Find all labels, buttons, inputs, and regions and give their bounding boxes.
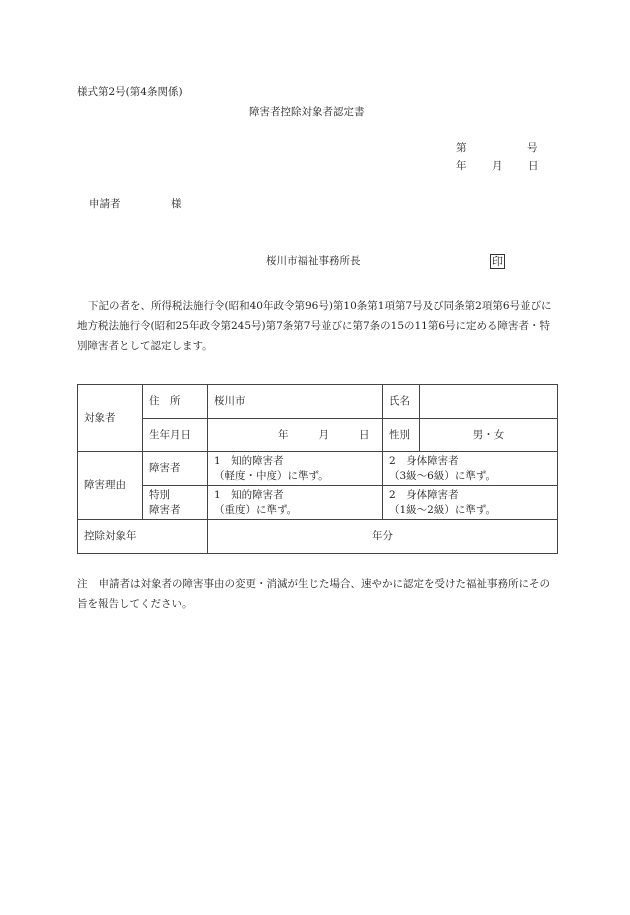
date-day: 日 [528, 160, 539, 172]
applicant-honorific: 様 [171, 198, 182, 210]
disabled-option-1 [208, 452, 383, 486]
disabled-option-1-line2: （軽度・中度）に準ず。 [214, 469, 329, 482]
disabled-option-1-line1: 1 知的障害者 [214, 455, 284, 468]
date-month: 月 [492, 160, 503, 172]
date-year: 年 [456, 160, 467, 172]
birthdate-label: 生年月日 [143, 419, 208, 452]
sex-label: 性別 [383, 419, 420, 452]
number-suffix: 号 [527, 142, 538, 154]
special-option-1-line1: 1 知的障害者 [214, 489, 284, 502]
name-label: 氏名 [383, 385, 420, 419]
disabled-option-2-line1: 2 身体障害者 [389, 455, 459, 468]
special-option-2 [383, 486, 558, 520]
reason-label: 障害理由 [78, 452, 143, 520]
target-person-label: 対象者 [78, 385, 143, 452]
birthdate-value [208, 419, 383, 452]
seal-stamp: 印 [492, 255, 503, 268]
disabled-option-2-line2: （3級～6級）に準ず。 [389, 469, 497, 482]
note-text: 申請者は対象者の障害事由の変更・消滅が生じた場合、速やかに認定を受けた福祉事務所にその旨を報告してください。 [77, 578, 550, 610]
address-label: 住 所 [143, 385, 208, 419]
note [77, 574, 557, 614]
number-prefix: 第 [456, 142, 467, 154]
sex-value: 男・女 [420, 419, 558, 452]
special-disabled-label [143, 486, 208, 520]
issuer-name: 桜川市福祉事務所長 [266, 255, 361, 267]
body-paragraph: 下記の者を、所得税法施行令(昭和40年政令第96号)第10条第1項第7号及び同条第2項第6号並びに地方税法施行令(昭和25年政令第245号)第7条第7号並びに第7条の15の11第6号に定める障害者・特別障害者として認定します。 [77, 300, 552, 352]
applicant-label: 申請者 [89, 198, 121, 210]
birthdate-year: 年 [278, 428, 289, 441]
special-option-2-line2: （1級～2級）に準ず。 [389, 503, 497, 516]
note-prefix: 注 [77, 578, 88, 590]
birthdate-month: 月 [318, 428, 329, 441]
certification-table [77, 384, 558, 554]
address-value: 桜川市 [208, 385, 383, 419]
special-label-line2: 障害者 [149, 503, 181, 516]
special-option-1 [208, 486, 383, 520]
document-title: 障害者控除対象者認定書 [249, 106, 365, 118]
deduction-year-label: 控除対象年 [78, 520, 208, 554]
form-number: 様式第2号(第4条関係) [77, 86, 183, 98]
deduction-year-value: 年分 [208, 520, 558, 554]
name-value [420, 385, 558, 419]
special-option-2-line1: 2 身体障害者 [389, 489, 459, 502]
birthdate-day: 日 [359, 428, 370, 441]
disabled-option-2 [383, 452, 558, 486]
special-option-1-line2: （重度）に準ず。 [214, 503, 298, 516]
special-label-line1: 特別 [149, 489, 170, 502]
disabled-label: 障害者 [143, 452, 208, 486]
